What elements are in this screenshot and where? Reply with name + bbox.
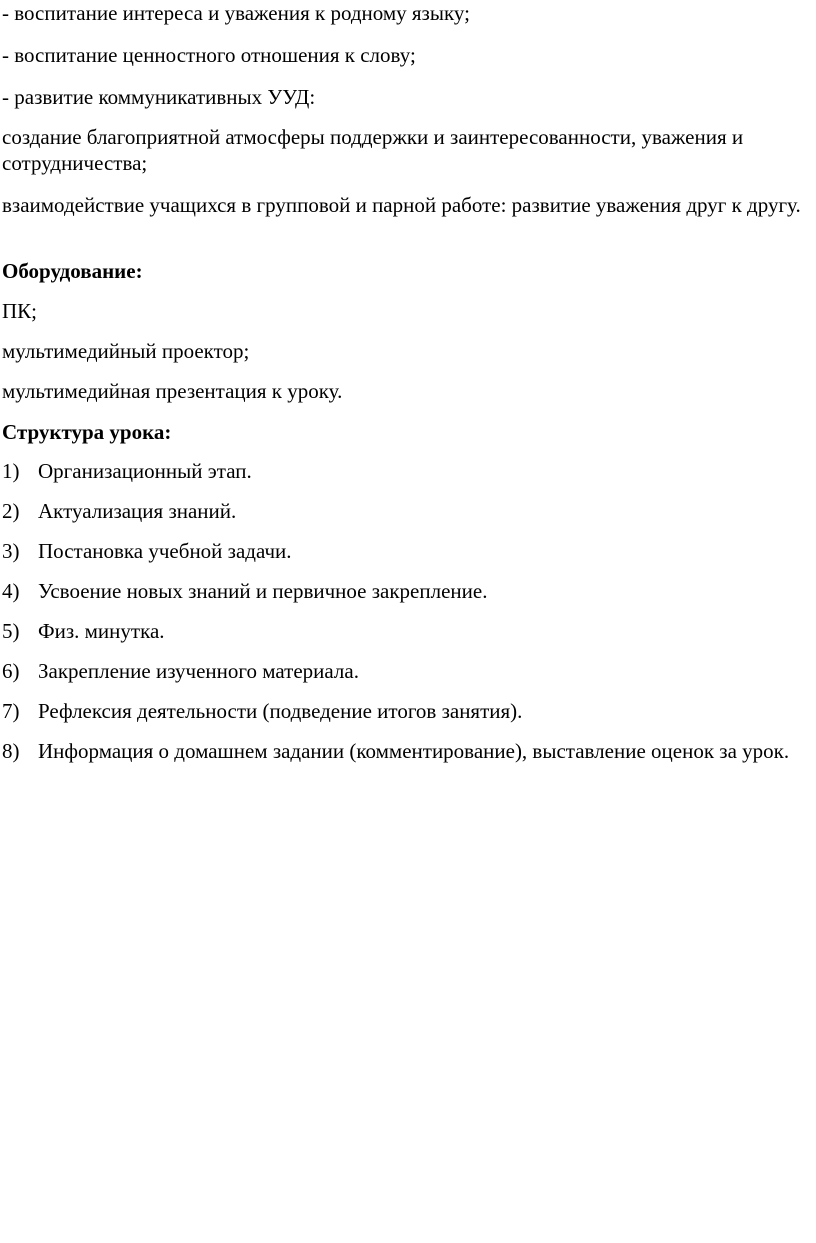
list-item-text: Физ. минутка. [38, 619, 165, 643]
goal-line-1: - воспитание интереса и уважения к родному языку; [2, 1, 470, 25]
structure-list-item [2, 738, 812, 764]
list-number: 5) [2, 619, 20, 643]
structure-list-item [2, 658, 812, 684]
list-number: 4) [2, 579, 20, 603]
structure-list-item [2, 698, 812, 724]
list-number: 3) [2, 539, 20, 563]
structure-list-item [2, 618, 812, 644]
goal-line-3: - развитие коммуникативных УУД: [2, 85, 316, 109]
structure-heading: Структура урока: [2, 420, 172, 444]
list-number: 1) [2, 459, 20, 483]
goal-line-4: создание благоприятной атмосферы поддержки и заинтересованности, уважения и сотрудничества; [2, 125, 744, 175]
goal-line-2: - воспитание ценностного отношения к слову; [2, 43, 416, 67]
list-item-text: Информация о домашнем задании (комментирование), выставление оценок за урок. [38, 739, 790, 763]
goal-line-5: взаимодействие учащихся в групповой и парной работе: развитие уважения друг к другу. [2, 193, 801, 217]
list-item-text: Постановка учебной задачи. [38, 539, 292, 563]
equipment-item: мультимедийная презентация к уроку. [2, 379, 343, 403]
list-item-text: Усвоение новых знаний и первичное закрепление. [38, 579, 488, 603]
structure-list-item [2, 538, 812, 564]
list-item-text: Рефлексия деятельности (подведение итогов занятия). [38, 699, 523, 723]
list-item-text: Актуализация знаний. [38, 499, 237, 523]
list-number: 7) [2, 699, 20, 723]
list-number: 2) [2, 499, 20, 523]
equipment-heading: Оборудование: [2, 259, 143, 283]
structure-list-item [2, 498, 812, 524]
list-number: 6) [2, 659, 20, 683]
equipment-item: ПК; [2, 299, 38, 323]
list-item-text: Организационный этап. [38, 459, 252, 483]
structure-list-item [2, 458, 812, 484]
equipment-item: мультимедийный проектор; [2, 339, 250, 363]
structure-list-item [2, 578, 812, 604]
list-item-text: Закрепление изученного материала. [38, 659, 359, 683]
list-number: 8) [2, 739, 20, 763]
